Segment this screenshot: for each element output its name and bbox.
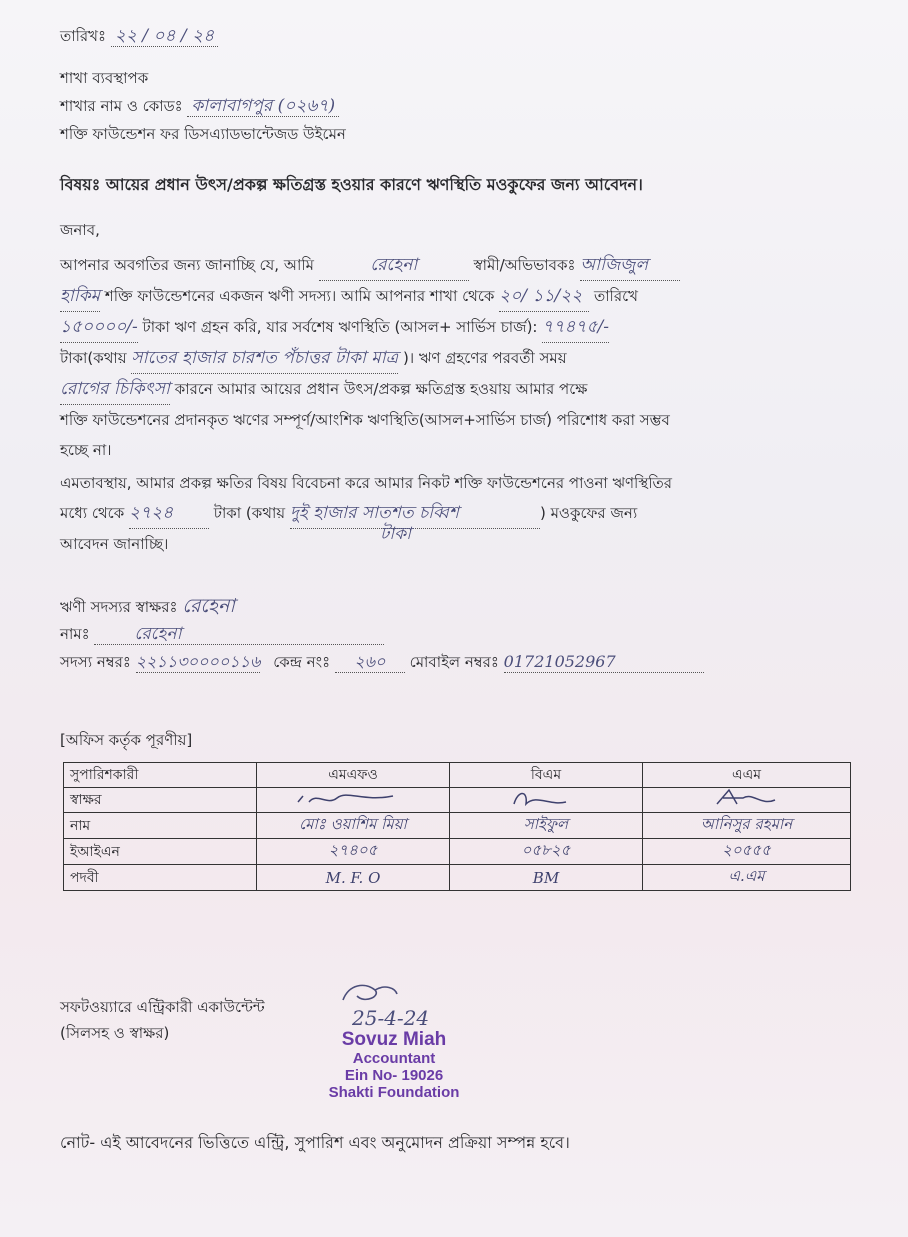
am-name: আনিসুর রহমান (643, 813, 851, 839)
bm-designation: BM (450, 865, 643, 891)
waive-in-words-2: টাকা (380, 524, 412, 544)
office-section-title: [অফিস কর্তৃক পূরণীয়] (60, 731, 193, 749)
organization-name: শক্তি ফাউন্ডেশন ফর ডিসএ্যাডভান্টেজড উইমেন (60, 125, 346, 143)
paragraph-1 (60, 250, 850, 465)
p2-text-d: ) (539, 504, 546, 522)
row-label-ein: ইআইএন (64, 839, 257, 865)
p1-text-d: তারিখে (593, 287, 638, 305)
branch-manager: শাখা ব্যবস্থাপক (60, 69, 149, 87)
mobile-label: মোবাইল নম্বরঃ (409, 653, 499, 671)
row-label-name: নাম (64, 813, 257, 839)
accountant-stamp (304, 1030, 484, 1101)
bm-signature (450, 788, 643, 813)
p2-text-b: মধ্যে থেকে (60, 504, 125, 522)
footer-note: নোট- এই আবেদনের ভিত্তিতে এন্ট্রি, সুপারিশ এবং অনুমোদন প্রক্রিয়া সম্পন্ন হবে। (60, 1133, 570, 1152)
am-signature-scribble (707, 788, 787, 808)
paragraph-2 (60, 468, 850, 559)
p1-text-f: টাকা(কথায় (60, 349, 127, 367)
p1-text-i: শক্তি ফাউন্ডেশনের প্রদানকৃত ঋণের সম্পূর্ণ/আংশিক ঋণস্থিতি(আসল+সার্ভিস চার্জ) পরিশোধ করা সম্ভব (60, 411, 670, 429)
member-name-line (60, 624, 384, 645)
subject-line: বিষয়ঃ আয়ের প্রধান উৎস/প্রকল্প ক্ষতিগ্রস্ত হওয়ার কারণে ঋণস্থিতি মওকুফের জন্য আবেদন। (60, 175, 643, 194)
p1-text-c: শক্তি ফাউন্ডেশনের একজন ঋণী সদস্য। আমি আপনার শাখা থেকে (104, 287, 495, 305)
balance-in-words: সাতের হাজার চারশত পঁচাত্তর টাকা মাত্র (131, 343, 398, 374)
applicant-name: রেহেনা (319, 250, 469, 281)
accountant-label-2: (সিলসহ ও স্বাক্ষর) (60, 1024, 170, 1042)
bm-name: সাইফুল (450, 813, 643, 839)
p1-text-j: হচ্ছে না। (60, 441, 112, 459)
branch-line (60, 96, 339, 117)
p2-text-c: টাকা (কথায় (213, 504, 286, 522)
p2-text-f: আবেদন জানাচ্ছি। (60, 535, 169, 553)
date-value: ২২ / ০৪ / ২৪ (111, 26, 218, 47)
loan-amount: ১৫০০০০/- (60, 312, 138, 343)
stamp-org: Shakti Foundation (328, 1084, 460, 1101)
mfo-signature (257, 788, 450, 813)
member-signature: রেহেনা (182, 595, 235, 617)
center-label: কেন্দ্র নংঃ (273, 653, 331, 671)
stamp-ein: Ein No- 19026 (344, 1067, 444, 1084)
member-signature-label: ঋণী সদস্যর স্বাক্ষরঃ (60, 598, 178, 616)
row-label-designation: পদবী (64, 865, 257, 891)
p2-text-a: এমতাবস্থায়, আমার প্রকল্প ক্ষতির বিষয় বিবেচনা করে আমার নিকট শক্তি ফাউন্ডেশনের পাওনা ঋণস্থিতির (60, 474, 673, 492)
loss-reason: রোগের চিকিৎসা (60, 374, 170, 405)
header-bm: বিএম (450, 763, 643, 788)
loan-date: ২০/ ১১/২২ (499, 281, 589, 312)
branch-value: কালাবাগপুর (০২৬৭) (187, 96, 339, 117)
center-number: ২৬০ (335, 652, 405, 673)
member-name-label: নামঃ (60, 625, 90, 643)
header-recommender: সুপারিশকারী (64, 763, 257, 788)
table-row (64, 813, 851, 839)
p1-text-g: )। ঋণ গ্রহণের পরবর্তী সময় (402, 349, 567, 367)
table-row (64, 865, 851, 891)
header-am: এএম (643, 763, 851, 788)
guardian-name-2: হাকিম (60, 281, 100, 312)
office-table-header-row (64, 763, 851, 788)
guardian-name: আজিজুল (580, 250, 680, 281)
stamp-name: Sovuz Miah (341, 1029, 447, 1050)
waive-amount: ২৭২৪ (129, 498, 209, 529)
mfo-ein: ২৭৪০৫ (257, 839, 450, 865)
am-designation: এ.এম (643, 865, 851, 891)
member-number-label: সদস্য নম্বরঃ (60, 653, 131, 671)
office-table (63, 762, 851, 891)
bm-signature-scribble (506, 788, 586, 808)
accountant-label: সফটওয়্যারে এন্ট্রিকারী একাউন্টেন্ট (60, 998, 265, 1016)
member-signature-line (60, 596, 235, 617)
am-ein: ২০৫৫৫ (643, 839, 851, 865)
balance-amount: ৭৭৪৭৫/- (542, 312, 609, 343)
member-number: ২২১১৩০০০০১১৬ (135, 652, 261, 671)
salutation: জনাব, (60, 221, 100, 239)
p1-text-h: কারনে আমার আয়ের প্রধান উৎস/প্রকল্প ক্ষতিগ্রস্ত হওয়ায় আমার পক্ষে (174, 380, 588, 398)
mfo-signature-scribble (293, 788, 413, 808)
table-row (64, 839, 851, 865)
row-label-signature: স্বাক্ষর (64, 788, 257, 813)
waive-in-words: দুই হাজার সাতশত চব্বিশ (290, 498, 540, 529)
member-name: রেহেনা (94, 624, 384, 645)
p1-text-e: টাকা ঋণ গ্রহন করি, যার সর্বশেষ ঋণস্থিতি (আসল+ সার্ভিস চার্জ): (142, 318, 538, 336)
member-info-line (60, 652, 704, 673)
accountant-sign-date: 25-4-24 (352, 1006, 430, 1030)
p1-text-a: আপনার অবগতির জন্য জানাচ্ছি যে, আমি (60, 256, 314, 274)
date-line (60, 26, 218, 47)
am-signature (643, 788, 851, 813)
stamp-title: Accountant (352, 1050, 436, 1067)
table-row (64, 788, 851, 813)
p1-text-b: স্বামী/অভিভাবকঃ (473, 256, 576, 274)
mfo-name: মোঃ ওয়াশিম মিয়া (257, 813, 450, 839)
mfo-designation: M. F. O (257, 865, 450, 891)
branch-label: শাখার নাম ও কোডঃ (60, 97, 183, 115)
header-mfo: এমএফও (257, 763, 450, 788)
mobile-number: 01721052967 (504, 652, 704, 673)
date-label: তারিখঃ (60, 27, 106, 45)
bm-ein: ০৫৮২৫ (450, 839, 643, 865)
p2-text-e: মওকুফের জন্য (550, 504, 638, 522)
